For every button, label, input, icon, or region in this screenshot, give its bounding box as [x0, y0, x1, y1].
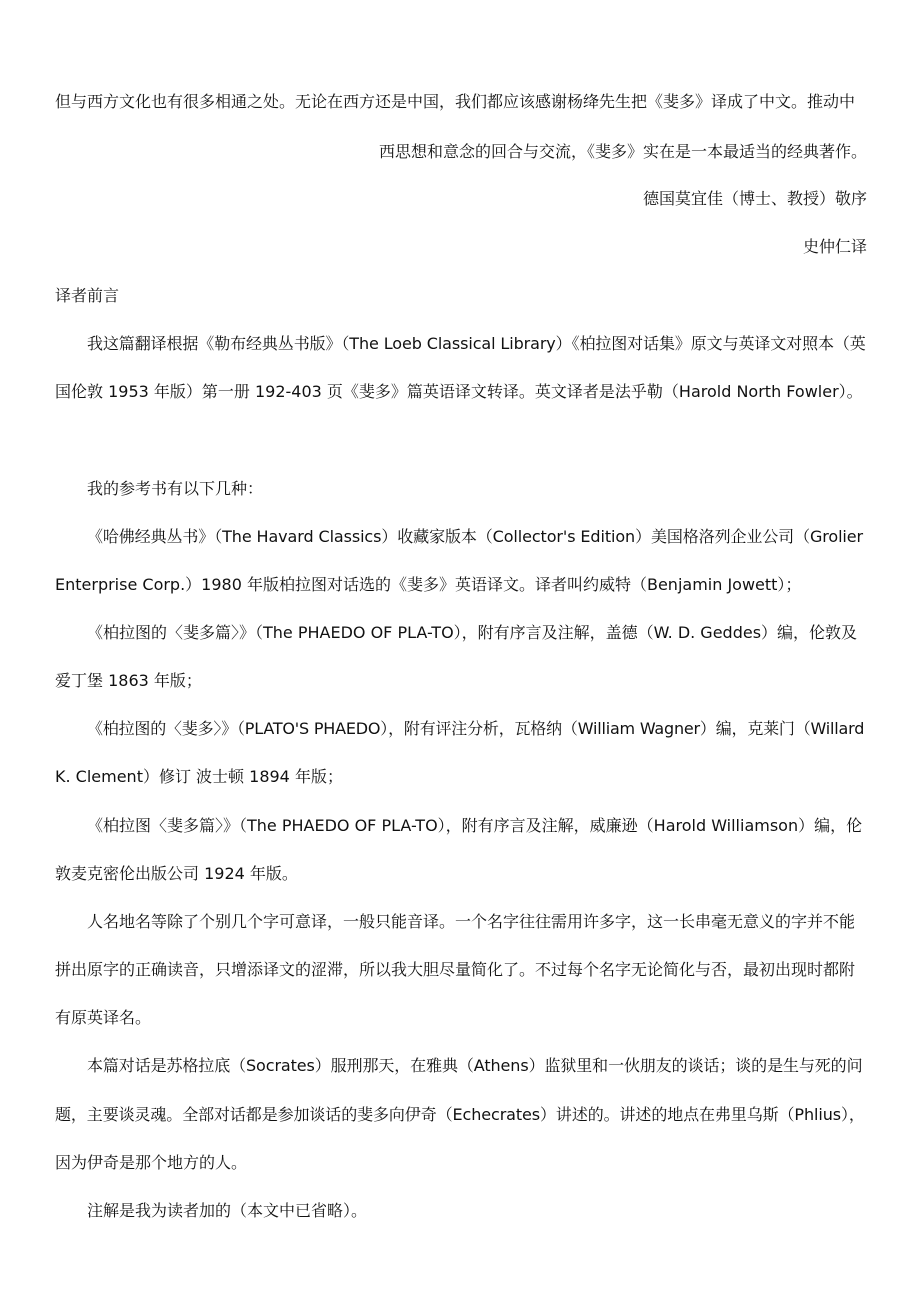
- paragraph-source-line-1: 我这篇翻译根据《勒布经典丛书版》（The Loeb Classical Library）《柏拉图对话集》原文与英译文对照本（英: [87, 334, 866, 353]
- reference-4-line-1: 《柏拉图〈斐多篇〉》（The PHAEDO OF PLA-TO），附有序言及注解，威廉逊（Harold Williamson）编，伦: [87, 816, 863, 835]
- reference-1-line-1: 《哈佛经典丛书》（The Havard Classics）收藏家版本（Collector's Edition）美国格洛列企业公司（Grolier: [87, 527, 864, 546]
- paragraph-notes: 注解是我为读者加的（本文中已省略）。: [87, 1201, 368, 1220]
- paragraph-names-line-2: 拼出原字的正确读音，只增添译文的涩滞，所以我大胆尽量简化了。不过每个名字无论简化与否，最初出现时都附: [55, 960, 856, 979]
- reference-1-line-2: Enterprise Corp.）1980 年版柏拉图对话选的《斐多》英语译文。译者叫约威特（Benjamin Jowett）；: [55, 575, 802, 594]
- preface-signature: 德国莫宜佳（博士、教授）敬序: [642, 189, 867, 208]
- references-intro: 我的参考书有以下几种：: [87, 479, 264, 498]
- paragraph-names-line-1: 人名地名等除了个别几个字可意译，一般只能音译。一个名字往往需用许多字，这一长串毫无意义的字并不能: [87, 912, 856, 931]
- reference-2-line-1: 《柏拉图的〈斐多篇〉》（The PHAEDO OF PLA-TO），附有序言及注解，盖德（W. D. Geddes）编，伦敦及: [87, 623, 858, 642]
- paragraph-dialogue-line-1: 本篇对话是苏格拉底（Socrates）服刑那天，在雅典（Athens）监狱里和一伙朋友的谈话；谈的是生与死的问: [87, 1056, 863, 1075]
- reference-3-line-2: K. Clement）修订 波士顿 1894 年版；: [55, 767, 343, 786]
- section-title: 译者前言: [55, 286, 120, 305]
- reference-4-line-2: 敦麦克密伦出版公司 1924 年版。: [55, 864, 298, 883]
- reference-2-line-2: 爱丁堡 1863 年版；: [55, 671, 202, 690]
- paragraph-names-line-3: 有原英译名。: [55, 1008, 152, 1027]
- preface-tail-line-2: 西思想和意念的回合与交流，《斐多》实在是一本最适当的经典著作。: [378, 142, 867, 161]
- paragraph-dialogue-line-2: 题，主要谈灵魂。全部对话都是参加谈话的斐多向伊奇（Echecrates）讲述的。讲述的地点在弗里乌斯（Phlius），: [55, 1105, 865, 1124]
- reference-3-line-1: 《柏拉图的〈斐多〉》（PLATO'S PHAEDO），附有评注分析，瓦格纳（William Wagner）编，克莱门（Willard: [87, 719, 865, 738]
- preface-tail-line-1: 但与西方文化也有很多相通之处。无论在西方还是中国，我们都应该感谢杨绛先生把《斐多》译成了中文。推动中: [55, 92, 856, 111]
- paragraph-dialogue-line-3: 因为伊奇是那个地方的人。: [55, 1153, 248, 1172]
- paragraph-source-line-2: 国伦敦 1953 年版）第一册 192-403 页《斐多》篇英语译文转译。英文译者是法乎勒（Harold North Fowler）。: [55, 382, 863, 401]
- translator-credit: 史仲仁译: [802, 237, 867, 256]
